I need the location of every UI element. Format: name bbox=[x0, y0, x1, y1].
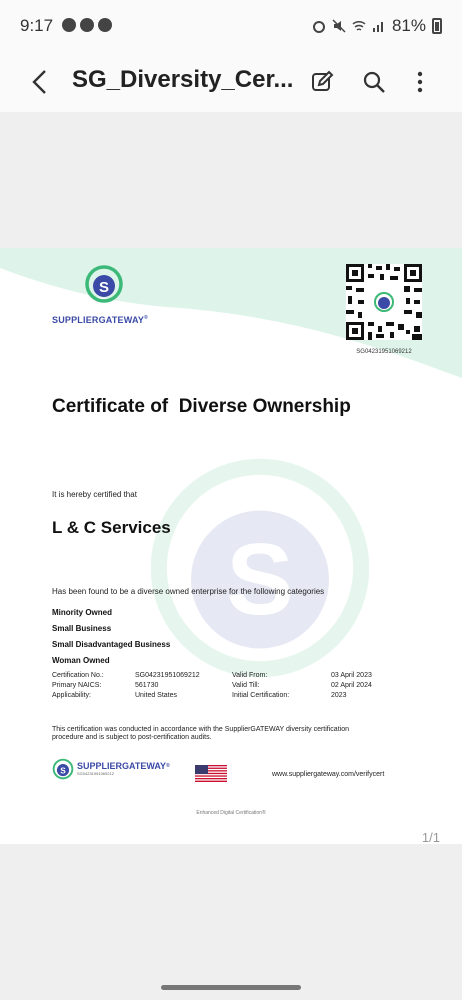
detail-label: Valid Till: bbox=[232, 682, 260, 689]
app-bar bbox=[0, 52, 462, 112]
certificate-details bbox=[52, 671, 412, 701]
company-name: L & C Services bbox=[52, 518, 171, 537]
categories-intro: Has been found to be a diverse owned enterprise for the following categories bbox=[52, 587, 325, 596]
wifi-icon bbox=[352, 19, 366, 33]
category-item: Small Disadvantaged Business bbox=[52, 640, 171, 649]
hereby-text: It is hereby certified that bbox=[52, 490, 137, 499]
more-vert-icon bbox=[416, 70, 424, 94]
detail-value: 2023 bbox=[331, 692, 347, 699]
category-list bbox=[52, 605, 170, 669]
battery-percent: 81% bbox=[391, 16, 426, 35]
svg-text:S: S bbox=[98, 279, 110, 296]
detail-label: Certification No.: bbox=[52, 672, 104, 679]
search-icon bbox=[362, 70, 386, 94]
qr-code-caption: SG04231951069212 bbox=[356, 349, 412, 355]
detail-row bbox=[52, 671, 412, 681]
detail-label: Initial Certification: bbox=[232, 692, 290, 699]
us-flag-icon bbox=[195, 765, 227, 782]
page-counter: 1/1 bbox=[421, 830, 440, 844]
footer-trademark: ® bbox=[166, 763, 170, 769]
detail-row bbox=[52, 691, 412, 701]
footer-brand-text: SUPPLIERGATEWAY bbox=[77, 761, 167, 771]
snapchat-icon bbox=[62, 18, 76, 32]
detail-value: 03 April 2023 bbox=[331, 672, 372, 679]
footer-logo-icon bbox=[52, 758, 74, 780]
enhanced-certification-text: Enhanced Digital Certification® bbox=[196, 810, 266, 816]
detail-label: Valid From: bbox=[232, 672, 268, 679]
status-time: 9:17 bbox=[20, 16, 54, 35]
back-button[interactable] bbox=[22, 64, 58, 100]
svg-text:S: S bbox=[226, 523, 294, 636]
suppliergateway-logo bbox=[52, 264, 162, 325]
logo-brand-text: SUPPLIERGATEWAY bbox=[52, 315, 145, 325]
verify-url-link[interactable]: www.suppliergateway.com/verifycert bbox=[272, 771, 385, 778]
disclaimer-line: procedure and is subject to post-certification audits. bbox=[52, 734, 212, 741]
battery-icon bbox=[432, 18, 442, 34]
footer-code: SG04231951069212 bbox=[77, 771, 114, 776]
chrome-icon bbox=[98, 18, 112, 32]
facebook-icon bbox=[80, 18, 94, 32]
detail-value: 561730 bbox=[135, 682, 159, 689]
home-indicator[interactable] bbox=[161, 985, 301, 990]
logo-trademark: ® bbox=[144, 315, 148, 321]
status-right bbox=[312, 16, 442, 36]
detail-label: Applicability: bbox=[52, 692, 91, 699]
signal-icon bbox=[372, 19, 386, 33]
status-bar bbox=[0, 0, 462, 52]
detail-value: United States bbox=[135, 692, 178, 699]
detail-label: Primary NAICS: bbox=[52, 682, 102, 689]
mute-icon bbox=[332, 19, 346, 33]
certificate-page bbox=[0, 248, 462, 844]
footer-logo bbox=[52, 758, 170, 780]
category-item: Minority Owned bbox=[52, 608, 112, 617]
search-button[interactable] bbox=[356, 64, 392, 100]
suppliergateway-logo-icon bbox=[84, 264, 124, 304]
watermark-logo bbox=[145, 453, 375, 683]
more-options-button[interactable] bbox=[402, 64, 438, 100]
qr-code[interactable] bbox=[346, 264, 422, 340]
svg-text:S: S bbox=[60, 766, 66, 776]
category-item: Woman Owned bbox=[52, 656, 110, 665]
disclaimer-text bbox=[52, 726, 417, 742]
disclaimer-line: This certification was conducted in accordance with the SupplierGATEWAY diversity certification bbox=[52, 726, 349, 733]
notification-icons bbox=[62, 18, 112, 32]
alarm-icon bbox=[312, 19, 326, 33]
detail-value: SG04231951069212 bbox=[135, 672, 200, 679]
edit-button[interactable] bbox=[304, 64, 340, 100]
category-item: Small Business bbox=[52, 624, 112, 633]
document-title: SG_Diversity_Cer... bbox=[72, 66, 294, 93]
detail-value: 02 April 2024 bbox=[331, 682, 372, 689]
certificate-title: Certificate of Diverse Ownership bbox=[52, 396, 351, 417]
back-arrow-icon bbox=[30, 69, 50, 95]
detail-row bbox=[52, 681, 412, 691]
edit-icon bbox=[310, 70, 334, 94]
